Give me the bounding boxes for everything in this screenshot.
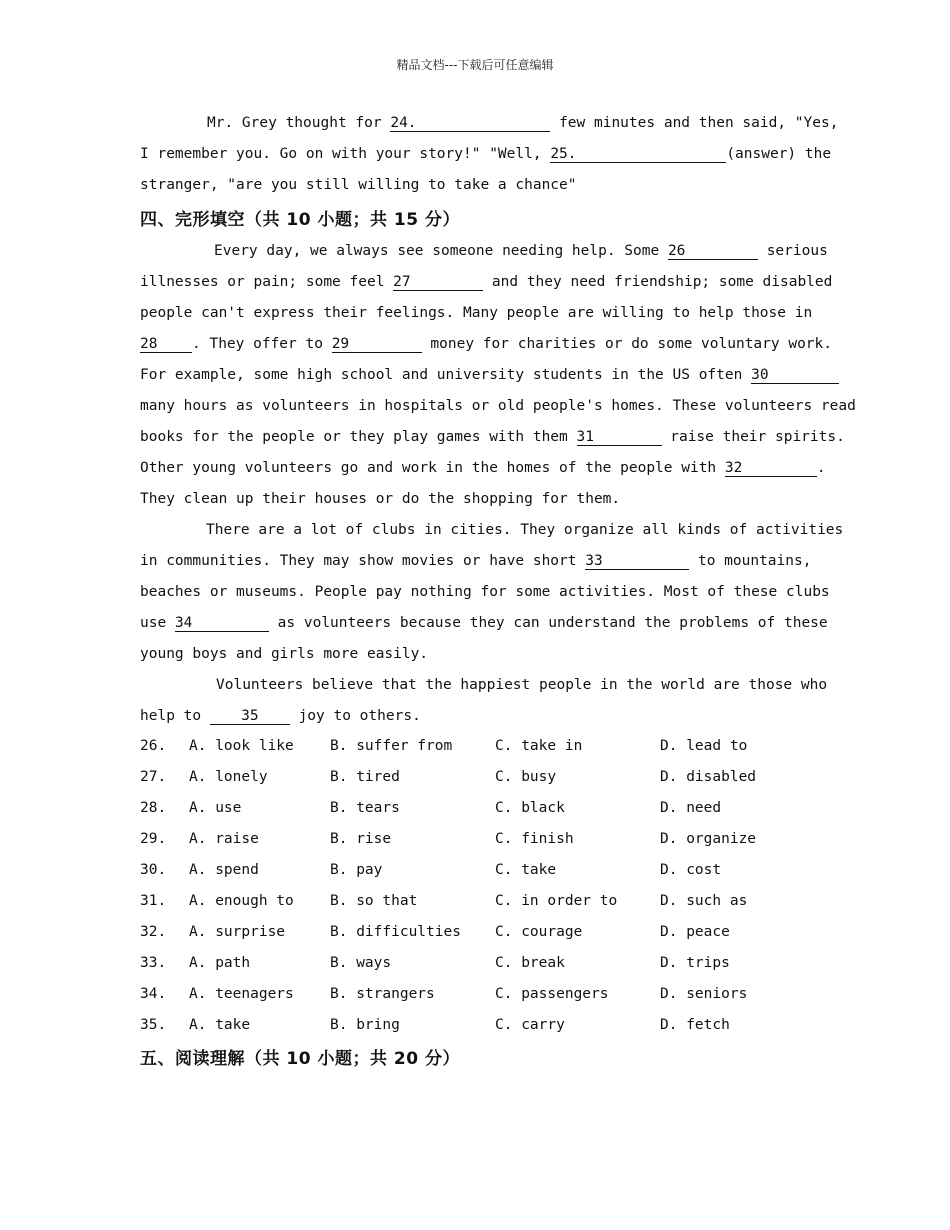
question-number: 33.: [140, 955, 167, 971]
blank-31[interactable]: 31: [577, 429, 662, 446]
option-c[interactable]: C. courage: [495, 924, 583, 940]
option-c[interactable]: C. take in: [495, 738, 583, 754]
blank-26[interactable]: 26: [668, 243, 758, 260]
blank-35[interactable]: 35: [210, 708, 290, 725]
option-b[interactable]: B. tired: [330, 769, 400, 785]
option-b[interactable]: B. strangers: [330, 986, 435, 1002]
option-c[interactable]: C. black: [495, 800, 565, 816]
passage-line: Other young volunteers go and work in the homes of the people with 32 .: [140, 460, 826, 476]
option-c[interactable]: C. take: [495, 862, 557, 878]
passage-line: They clean up their houses or do the shopping for them.: [140, 491, 621, 507]
blank-30[interactable]: 30: [751, 367, 839, 384]
option-b[interactable]: B. ways: [330, 955, 392, 971]
option-row: [140, 798, 820, 818]
passage-line: books for the people or they play games with them 31 raise their spirits.: [140, 429, 845, 445]
passage-line: people can't express their feelings. Many people are willing to help those in: [140, 305, 813, 321]
story-line-1: Mr. Grey thought for 24. few minutes and then said, "Yes,: [207, 115, 839, 131]
blank-28[interactable]: 28: [140, 336, 192, 353]
question-number: 32.: [140, 924, 167, 940]
option-a[interactable]: A. look like: [189, 738, 294, 754]
question-number: 30.: [140, 862, 167, 878]
question-number: 31.: [140, 893, 167, 909]
option-d[interactable]: D. cost: [660, 862, 722, 878]
passage-line: There are a lot of clubs in cities. They organize all kinds of activities: [206, 522, 844, 538]
passage-line: For example, some high school and university students in the US often 30: [140, 365, 810, 385]
section-4-title: 四、完形填空（共 10 小题；共 15 分）: [140, 210, 460, 230]
option-c[interactable]: C. in order to: [495, 893, 618, 909]
option-a[interactable]: A. surprise: [189, 924, 286, 940]
option-a[interactable]: A. raise: [189, 831, 259, 847]
option-a[interactable]: A. use: [189, 800, 242, 816]
option-b[interactable]: B. suffer from: [330, 738, 453, 754]
passage-line: use 34 as volunteers because they can understand the problems of these: [140, 615, 828, 631]
passage-line: illnesses or pain; some feel 27 and they need friendship; some disabled: [140, 274, 833, 290]
option-a[interactable]: A. enough to: [189, 893, 294, 909]
option-row: [140, 860, 820, 880]
blank-29[interactable]: 29: [332, 336, 422, 353]
option-c[interactable]: C. busy: [495, 769, 557, 785]
option-c[interactable]: C. finish: [495, 831, 574, 847]
passage-line: young boys and girls more easily.: [140, 646, 429, 662]
option-a[interactable]: A. take: [189, 1017, 251, 1033]
option-d[interactable]: D. seniors: [660, 986, 748, 1002]
option-row: [140, 953, 820, 973]
option-c[interactable]: C. passengers: [495, 986, 609, 1002]
option-d[interactable]: D. need: [660, 800, 722, 816]
blank-24[interactable]: 24.: [390, 115, 550, 132]
question-number: 27.: [140, 769, 167, 785]
passage-line: Every day, we always see someone needing help. Some 26 serious: [214, 243, 828, 259]
option-d[interactable]: D. such as: [660, 893, 748, 909]
option-row: [140, 922, 820, 942]
option-d[interactable]: D. organize: [660, 831, 757, 847]
blank-34[interactable]: 34: [175, 615, 269, 632]
question-number: 29.: [140, 831, 167, 847]
option-row: [140, 829, 820, 849]
question-number: 26.: [140, 738, 167, 754]
option-b[interactable]: B. difficulties: [330, 924, 461, 940]
passage-line: in communities. They may show movies or have short 33 to mountains,: [140, 553, 812, 569]
option-d[interactable]: D. fetch: [660, 1017, 730, 1033]
passage-line: many hours as volunteers in hospitals or old people's homes. These volunteers read: [140, 398, 856, 414]
section-5-title: 五、阅读理解（共 10 小题；共 20 分）: [140, 1049, 460, 1069]
blank-33[interactable]: 33: [585, 553, 689, 570]
option-a[interactable]: A. teenagers: [189, 986, 294, 1002]
option-row: [140, 1015, 820, 1035]
option-row: [140, 736, 820, 756]
option-b[interactable]: B. rise: [330, 831, 392, 847]
passage-line: Volunteers believe that the happiest people in the world are those who: [216, 677, 828, 693]
option-c[interactable]: C. carry: [495, 1017, 565, 1033]
option-c[interactable]: C. break: [495, 955, 565, 971]
option-row: [140, 984, 820, 1004]
question-number: 35.: [140, 1017, 167, 1033]
blank-32[interactable]: 32: [725, 460, 817, 477]
option-d[interactable]: D. disabled: [660, 769, 757, 785]
passage-line: beaches or museums. People pay nothing for some activities. Most of these clubs: [140, 584, 830, 600]
option-b[interactable]: B. so that: [330, 893, 418, 909]
option-a[interactable]: A. lonely: [189, 769, 268, 785]
option-d[interactable]: D. trips: [660, 955, 730, 971]
blank-27[interactable]: 27: [393, 274, 483, 291]
option-a[interactable]: A. spend: [189, 862, 259, 878]
page-header: 精品文档---下载后可任意编辑: [396, 58, 554, 72]
story-line-2: I remember you. Go on with your story!" "Well, 25. (answer) the: [140, 146, 832, 162]
question-number: 28.: [140, 800, 167, 816]
option-a[interactable]: A. path: [189, 955, 251, 971]
option-b[interactable]: B. tears: [330, 800, 400, 816]
passage-line: help to 35 joy to others.: [140, 708, 421, 724]
option-b[interactable]: B. bring: [330, 1017, 400, 1033]
option-b[interactable]: B. pay: [330, 862, 383, 878]
option-d[interactable]: D. peace: [660, 924, 730, 940]
option-d[interactable]: D. lead to: [660, 738, 748, 754]
option-row: [140, 767, 820, 787]
passage-line: 28 . They offer to 29 money for charities or do some voluntary work.: [140, 336, 832, 352]
story-line-3: stranger, "are you still willing to take a chance": [140, 177, 577, 193]
question-number: 34.: [140, 986, 167, 1002]
option-row: [140, 891, 820, 911]
blank-25[interactable]: 25.: [550, 146, 726, 163]
